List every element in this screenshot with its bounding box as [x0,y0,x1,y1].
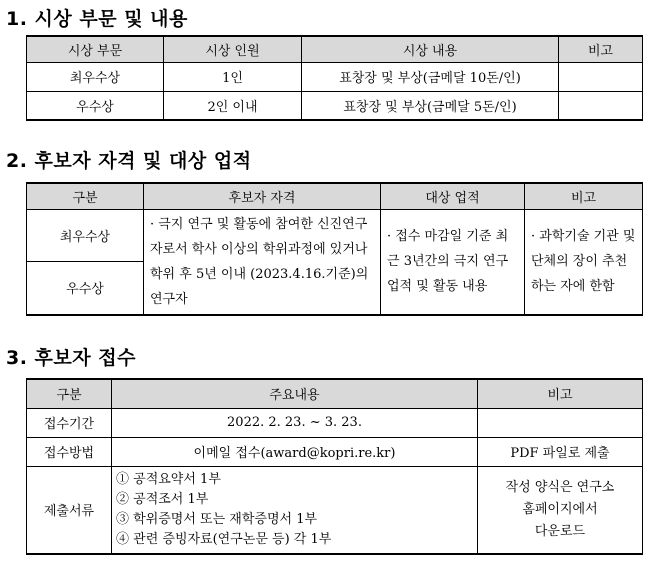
category-cell: 우수상 [27,262,144,315]
table-cell: 표창장 및 부상(금메달 5돈/인) [302,91,559,120]
submission-table [26,378,643,555]
table-row [27,466,643,554]
list-item: ③ 학위증명서 또는 재학증명서 1부 [116,511,318,527]
row-label: 접수기간 [27,408,112,437]
table-row [27,91,643,120]
col-header: 비고 [525,183,643,209]
section3-heading: 3. 후보자 접수 [6,347,136,369]
documents-list [112,466,478,554]
list-item: ① 공적요약서 1부 [116,471,221,487]
award-table [26,35,643,121]
remark-cell: · 과학기술 기관 및 단체의 장이 추천하는 자에 한함 [525,209,643,315]
col-header: 시상 부문 [27,36,164,62]
qualification-cell: · 극지 연구 및 활동에 참여한 신진연구자로서 학사 이상의 학위과정에 있거나 학위 후 5년 이내 (2023.4.16.기준)의 연구자 [144,209,381,315]
row-label: 접수방법 [27,437,112,466]
table-cell: 이메일 접수(award@kopri.re.kr) [112,437,478,466]
col-header: 비고 [478,379,643,408]
table-cell: 2022. 2. 23. ~ 3. 23. [112,408,478,437]
documents-remark: 작성 양식은 연구소 홈페이지에서 다운로드 [478,466,643,554]
table-row [27,62,643,91]
col-header: 구분 [27,183,144,209]
table-cell: 1인 [164,62,302,91]
table-row [27,408,643,437]
table-row [27,209,643,262]
section1-heading: 1. 시상 부문 및 내용 [6,8,188,30]
col-header: 주요내용 [112,379,478,408]
table-cell: 최우수상 [27,62,164,91]
section2-heading: 2. 후보자 자격 및 대상 업적 [6,150,252,172]
table-cell [559,62,643,91]
table-cell [478,408,643,437]
col-header: 시상 내용 [302,36,559,62]
col-header: 구분 [27,379,112,408]
table-cell: 우수상 [27,91,164,120]
row-label: 제출서류 [27,466,112,554]
category-cell: 최우수상 [27,209,144,262]
table-cell: 표창장 및 부상(금메달 10돈/인) [302,62,559,91]
list-item: ④ 관련 증빙자료(연구논문 등) 각 1부 [116,531,332,547]
col-header: 비고 [559,36,643,62]
col-header: 시상 인원 [164,36,302,62]
table-cell: PDF 파일로 제출 [478,437,643,466]
col-header: 후보자 자격 [144,183,381,209]
col-header: 대상 업적 [381,183,525,209]
table-row [27,437,643,466]
qualification-table [26,182,643,316]
table-cell [559,91,643,120]
achievement-cell: · 접수 마감일 기준 최근 3년간의 극지 연구업적 및 활동 내용 [381,209,525,315]
list-item: ② 공적조서 1부 [116,491,209,507]
table-cell: 2인 이내 [164,91,302,120]
